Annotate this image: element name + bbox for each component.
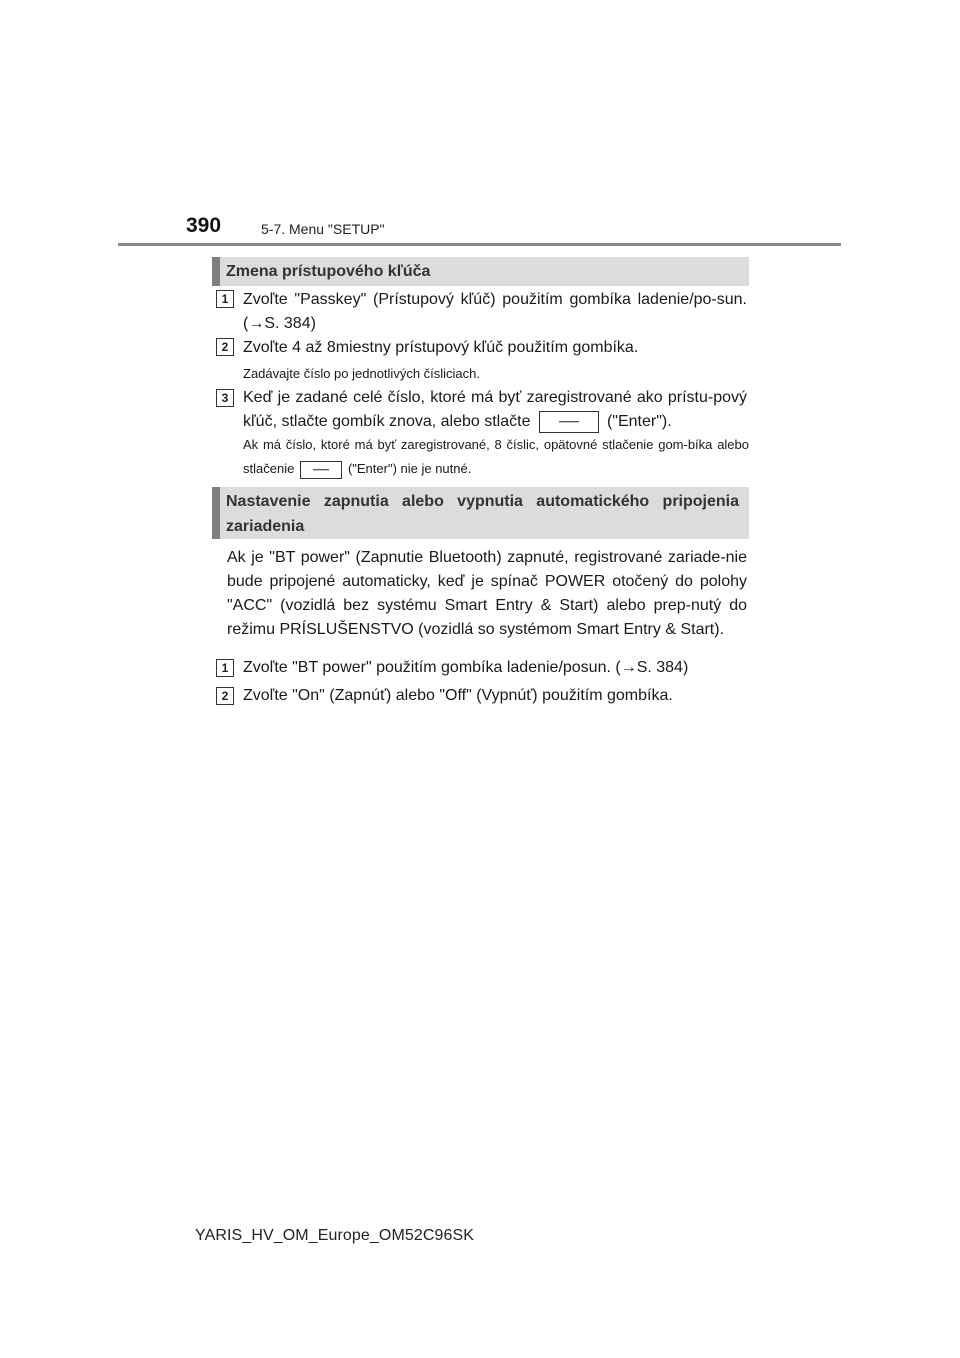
- header-rule: [118, 243, 841, 246]
- page-number: 390: [186, 214, 222, 237]
- step-badge: 1: [216, 290, 234, 308]
- step-text: [243, 386, 747, 434]
- step-text: Zvoľte "BT power" použitím gombíka ladenie/posun. (→S. 384): [243, 659, 689, 676]
- step-text: Zvoľte 4 až 8miestny prístupový kľúč použitím gombíka.: [243, 339, 639, 356]
- step-badge: 3: [216, 389, 234, 407]
- section-title: 5-7. Menu "SETUP": [261, 221, 385, 237]
- step-badge: 2: [216, 687, 234, 705]
- note-before: Ak má číslo, ktoré má byť zaregistrované, 8 číslic, opätovné stlačenie gom-bíka alebo stlačenie: [243, 437, 749, 476]
- note-after: ("Enter") nie je nutné.: [347, 461, 472, 476]
- step-text-after: ("Enter").: [606, 413, 672, 430]
- step-badge: 1: [216, 659, 234, 677]
- subheading-passkey: Zmena prístupového kľúča: [212, 257, 749, 286]
- subheading-auto-connect: Nastavenie zapnutia alebo vypnutia automatického pripojenia zariadenia: [212, 487, 749, 539]
- step-text: Zvoľte "Passkey" (Prístupový kľúč) použitím gombíka ladenie/po-sun. (→S. 384): [243, 291, 747, 332]
- step-badge: 2: [216, 338, 234, 356]
- section-intro: Ak je "BT power" (Zapnutie Bluetooth) zapnuté, registrované zariade-nie bude pripojené automaticky, keď je spínač POWER otočený do polohy "ACC" (vozidlá bez systému Smart Entry & Start) alebo prep-nutý do režimu PRÍSLUŠENSTVO (vozidlá so systémom Smart Entry & Start).: [227, 549, 747, 638]
- step-text: Zvoľte "On" (Zapnúť) alebo "Off" (Vypnúť) použitím gombíka.: [243, 687, 673, 704]
- step-note: Zadávajte číslo po jednotlivých čísliciach.: [243, 366, 481, 381]
- step-text-before: Keď je zadané celé číslo, ktoré má byť zaregistrované ako prístu-pový kľúč, stlačte gombík znova, alebo stlačte: [243, 389, 747, 430]
- enter-button-icon: [300, 461, 342, 479]
- step-note: [243, 433, 749, 481]
- footer-doc-id: YARIS_HV_OM_Europe_OM52C96SK: [195, 1227, 475, 1244]
- enter-button-icon: [539, 411, 599, 433]
